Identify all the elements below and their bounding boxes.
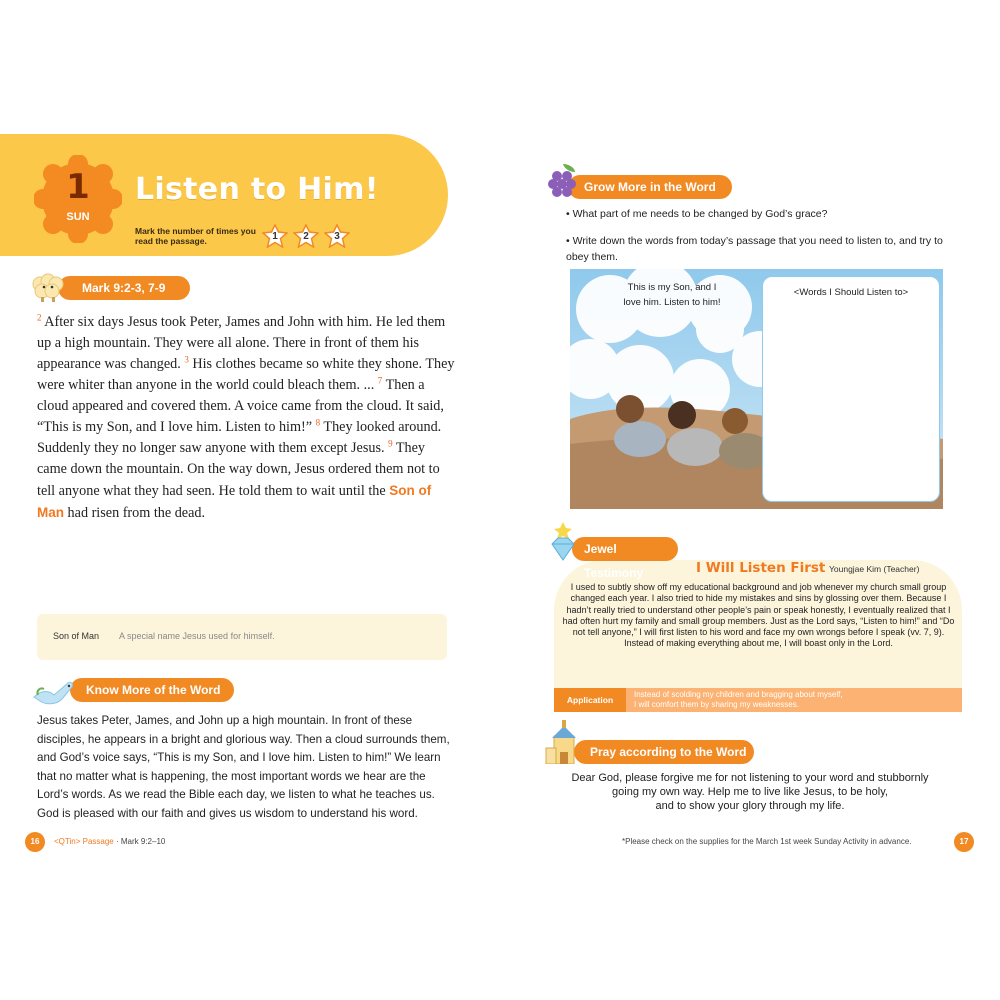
verse-text: After six days Jesus took Peter, James and John with him. He led them up a high mountain. They were all alone. There in front of them his appearance was changed. [37,314,446,372]
verse-number: 3 [184,354,189,365]
application-text: Instead of scolding my children and bragging about myself, I will comfort them by sharing my weaknesses. [634,690,843,709]
footer-section: Passage [82,837,114,846]
read-instruction: Mark the number of times you read the passage. [135,226,256,246]
footer-reference: · Mark 9:2–10 [116,837,166,846]
verse-number: 8 [315,417,321,428]
footnote-term: Son of Man [53,631,100,641]
footnote-definition: A special name Jesus used for himself. [119,631,275,641]
verse-text: They looked around. Suddenly they no longer saw anyone with them except Jesus. [37,419,442,456]
grow-more-heading: Grow More in the Word [568,175,732,199]
diamond-icon [548,522,578,562]
prayer-text: Dear God, please forgive me for not listening to your word and stubbornly going my own way. Help me to live like Jesus, to be holy, and to show your glory through my life. [571,772,929,812]
read-count-marks [262,224,355,248]
sheep-icon [28,271,68,303]
grow-question-1: • What part of me needs to be changed by God’s grace? [566,208,828,220]
verse-number: 2 [37,312,42,323]
day-badge [34,155,122,243]
page-number-left: 16 [25,832,45,852]
testimony-title: I Will Listen First [696,560,826,576]
day-name: SUN [66,211,90,223]
footer-left [54,837,165,846]
read-mark[interactable]: 1 [262,224,288,248]
know-more-heading: Know More of the Word [70,678,234,702]
footer-brand: <QTin> [54,837,81,846]
testimony-author: Youngjae Kim (Teacher) [829,564,920,574]
grow-question-2: • Write down the words from today’s passage that you need to listen to, and try to obey them. [566,235,943,263]
testimony-body: I used to subtly show off my educational background and job whenever my church small group changed each year. I also tried to hide my mistakes and sins by glossing over them. Because I hadn’t really tried to understand other people’s pain or speak honestly, I eventually realized that I had often hurt my family and small group members. Just as the Lord says, “Listen to him!” and “Do not tell anyone,” I will first listen to his word and face my own wrongs before I speak (vv. 7, 9). Instead of making everything about me, I will boast only in the Lord. [562,582,955,649]
footer-note: *Please check on the supplies for the March 1st week Sunday Activity in advance. [622,837,912,846]
verse-text: had risen from the dead. [67,505,206,521]
highlighted-term: Son of Man [37,483,432,520]
day-number: 1 [66,167,90,207]
dove-icon [32,675,76,707]
verse-number: 7 [377,375,383,386]
read-mark[interactable]: 3 [324,224,350,248]
jewel-heading: Jewel Testimony [572,537,678,561]
verse-number: 9 [388,438,393,449]
read-mark[interactable]: 2 [293,224,319,248]
words-box-title: <Words I Should Listen to> [793,287,909,298]
church-icon [544,720,584,764]
application-label: Application [554,688,626,712]
passage-reference: Mark 9:2-3, 7-9 [58,276,190,300]
verse-text: His clothes became so white they shone. They were whiter than anyone in the world could bleach them. ... [37,356,455,393]
know-more-text: Jesus takes Peter, James, and John up a high mountain. In front of these disciples, he appears in a bright and glorious way. Then a cloud surrounds them, and God’s voice says, “This is my Son, and I love him. Listen to him!” We learn that no matter what is happening, the most important words we hear are the Lord’s words. As we read the Bible each day, we listen to what he teaches us. God is pleased with our faith and gives us wisdom to understand his word. [37,714,450,820]
grape-icon [545,162,581,200]
speech-text: This is my Son, and I love him. Listen to him! [623,282,721,308]
pray-heading: Pray according to the Word [574,740,754,764]
application-box [626,688,962,712]
footnote-box [37,614,447,660]
page-number-right: 17 [954,832,974,852]
verse-text: They came down the mountain. On the way down, Jesus ordered them not to tell anyone what they had seen. He told them to wait until the [37,440,440,499]
lesson-title: Listen to Him! [135,172,379,207]
words-writing-box[interactable] [762,276,940,502]
verse-text: Then a cloud appeared and covered them. A voice came from the cloud. It said, “This is my Son, and I love him. Listen to him!” [37,377,444,435]
passage-text [37,312,455,524]
